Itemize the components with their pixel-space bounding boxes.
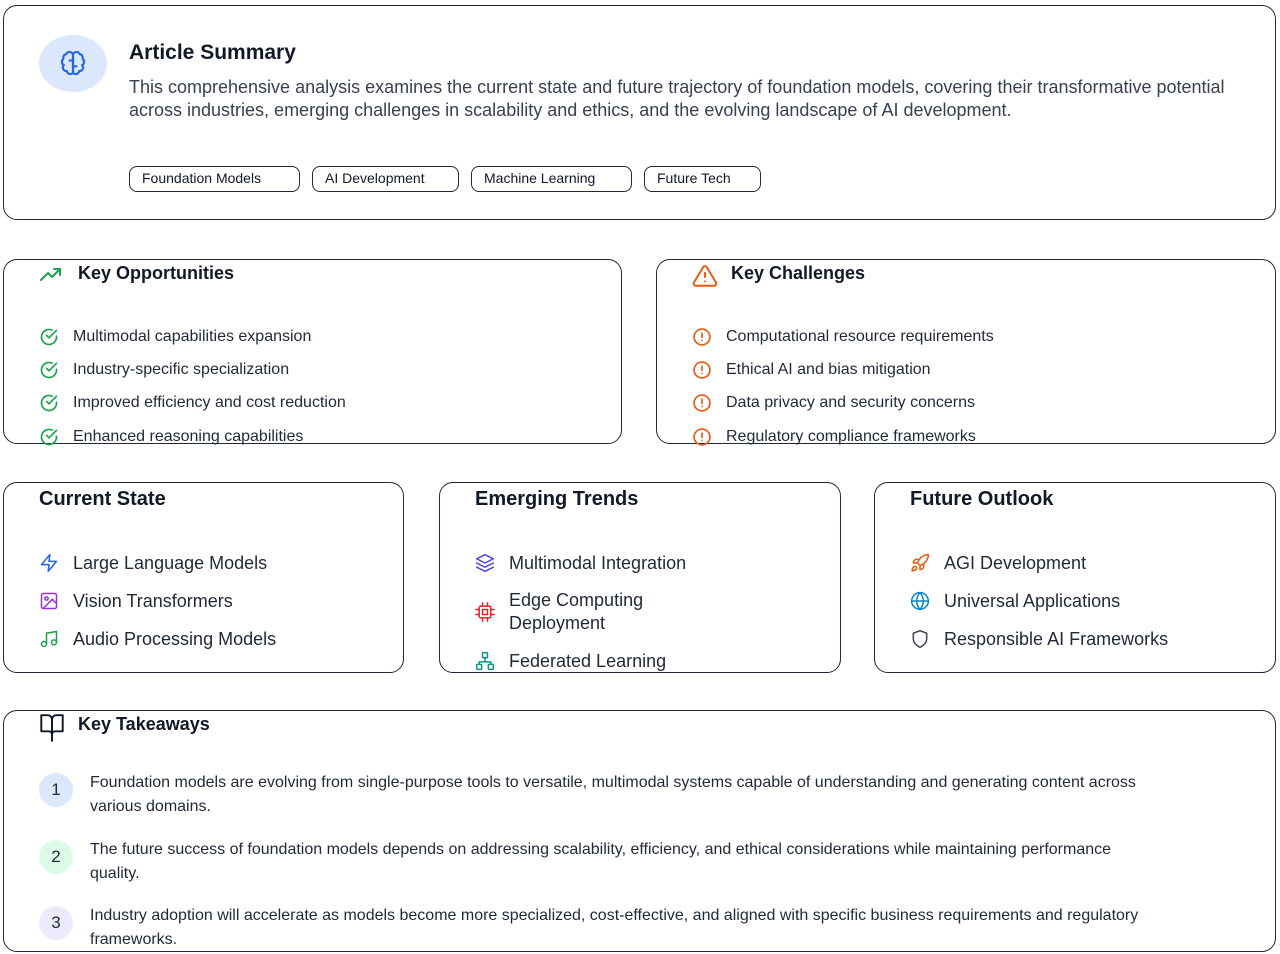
current-state-label: Vision Transformers bbox=[73, 590, 233, 611]
alert-circle-icon bbox=[692, 327, 712, 347]
takeaway-text: The future success of foundation models depends on addressing scalability, efficiency, and ethical considerations while maintaining performance quality. bbox=[90, 840, 1112, 882]
tag-ai-development[interactable]: AI Development bbox=[312, 166, 459, 192]
current-state-list bbox=[39, 551, 393, 665]
opportunities-list bbox=[39, 320, 346, 453]
takeaway-number: 3 bbox=[39, 906, 73, 940]
check-circle-icon bbox=[39, 427, 59, 447]
takeaway-text: Industry adoption will accelerate as models become more specialized, cost-effective, and aligned with specific business requirements and regulatory frameworks. bbox=[90, 907, 1139, 948]
current-state-card bbox=[3, 482, 404, 673]
challenges-card bbox=[656, 259, 1276, 444]
check-circle-icon bbox=[39, 360, 59, 380]
summary-title: Article Summary bbox=[129, 41, 296, 64]
list-item bbox=[692, 320, 994, 353]
summary-text: This comprehensive analysis examines the current state and future trajectory of foundation models, covering their transformative potential across industries, emerging challenges in scalability and ethics, and the evolving landscape of AI development. bbox=[129, 77, 1225, 120]
alert-circle-icon bbox=[692, 393, 712, 413]
rocket-icon bbox=[910, 553, 930, 573]
list-item bbox=[39, 551, 393, 575]
emerging-trend-label: Multimodal Integration bbox=[509, 552, 687, 573]
takeaways-card bbox=[3, 710, 1276, 952]
shield-icon bbox=[910, 629, 930, 649]
book-open-icon bbox=[39, 712, 65, 742]
network-icon bbox=[475, 651, 495, 671]
trending-up-icon bbox=[39, 263, 63, 287]
emerging-trend-label: Edge Computing Deployment bbox=[509, 590, 644, 633]
future-outlook-label: Universal Applications bbox=[944, 590, 1121, 611]
future-outlook-title: Future Outlook bbox=[910, 488, 1054, 510]
list-item bbox=[39, 387, 346, 420]
tag-future-tech[interactable]: Future Tech bbox=[644, 166, 761, 192]
list-item bbox=[910, 589, 1264, 613]
future-outlook-list bbox=[910, 551, 1264, 665]
list-item bbox=[39, 320, 346, 353]
cpu-icon bbox=[475, 602, 495, 622]
globe-icon bbox=[910, 591, 930, 611]
check-circle-icon bbox=[39, 393, 59, 413]
challenge-label: Regulatory compliance frameworks bbox=[726, 427, 976, 445]
opportunities-title: Key Opportunities bbox=[78, 263, 235, 283]
tag-machine-learning[interactable]: Machine Learning bbox=[471, 166, 632, 192]
zap-icon bbox=[39, 553, 59, 573]
check-circle-icon bbox=[39, 327, 59, 347]
list-item bbox=[475, 589, 709, 635]
summary-card bbox=[3, 5, 1276, 220]
tag-foundation-models[interactable]: Foundation Models bbox=[129, 166, 300, 192]
list-item bbox=[39, 627, 393, 651]
list-item bbox=[39, 420, 346, 453]
list-item bbox=[692, 387, 994, 420]
challenges-list bbox=[692, 320, 994, 453]
takeaways-list bbox=[39, 771, 1140, 954]
list-item bbox=[910, 627, 1264, 651]
opportunity-label: Industry-specific specialization bbox=[73, 360, 290, 378]
takeaways-title: Key Takeaways bbox=[78, 714, 210, 734]
brain-icon-badge bbox=[39, 35, 107, 92]
takeaway-item bbox=[39, 838, 1140, 905]
current-state-label: Large Language Models bbox=[73, 552, 268, 573]
layers-icon bbox=[475, 553, 495, 573]
emerging-trends-list bbox=[475, 551, 709, 687]
opportunity-label: Enhanced reasoning capabilities bbox=[73, 427, 304, 445]
takeaway-number: 1 bbox=[39, 773, 73, 807]
list-item bbox=[692, 353, 994, 386]
music-icon bbox=[39, 629, 59, 649]
brain-icon bbox=[59, 50, 87, 78]
future-outlook-label: AGI Development bbox=[944, 552, 1087, 573]
challenges-title: Key Challenges bbox=[731, 263, 866, 283]
emerging-trend-label: Federated Learning bbox=[509, 650, 667, 671]
takeaway-number: 2 bbox=[39, 840, 73, 874]
list-item bbox=[475, 551, 709, 575]
future-outlook-label: Responsible AI Frameworks bbox=[944, 628, 1169, 649]
emerging-trends-card bbox=[439, 482, 841, 673]
alert-triangle-icon bbox=[692, 263, 718, 289]
tag-list bbox=[129, 166, 773, 192]
list-item bbox=[910, 551, 1264, 575]
list-item bbox=[39, 589, 393, 613]
takeaway-item bbox=[39, 904, 1140, 954]
list-item bbox=[39, 353, 346, 386]
current-state-label: Audio Processing Models bbox=[73, 628, 277, 649]
challenge-label: Data privacy and security concerns bbox=[726, 394, 975, 412]
alert-circle-icon bbox=[692, 360, 712, 380]
emerging-trends-title: Emerging Trends bbox=[475, 488, 639, 510]
list-item bbox=[692, 420, 994, 453]
future-outlook-card bbox=[874, 482, 1276, 673]
opportunities-card bbox=[3, 259, 622, 444]
current-state-title: Current State bbox=[39, 488, 166, 510]
takeaway-item bbox=[39, 771, 1140, 838]
opportunity-label: Improved efficiency and cost reduction bbox=[73, 394, 346, 412]
alert-circle-icon bbox=[692, 427, 712, 447]
challenge-label: Computational resource requirements bbox=[726, 327, 994, 345]
list-item bbox=[475, 649, 709, 673]
opportunity-label: Multimodal capabilities expansion bbox=[73, 327, 312, 345]
takeaway-text: Foundation models are evolving from single-purpose tools to versatile, multimodal systems capable of understanding and generating content across various domains. bbox=[90, 774, 1136, 815]
challenge-label: Ethical AI and bias mitigation bbox=[726, 360, 931, 378]
image-icon bbox=[39, 591, 59, 611]
